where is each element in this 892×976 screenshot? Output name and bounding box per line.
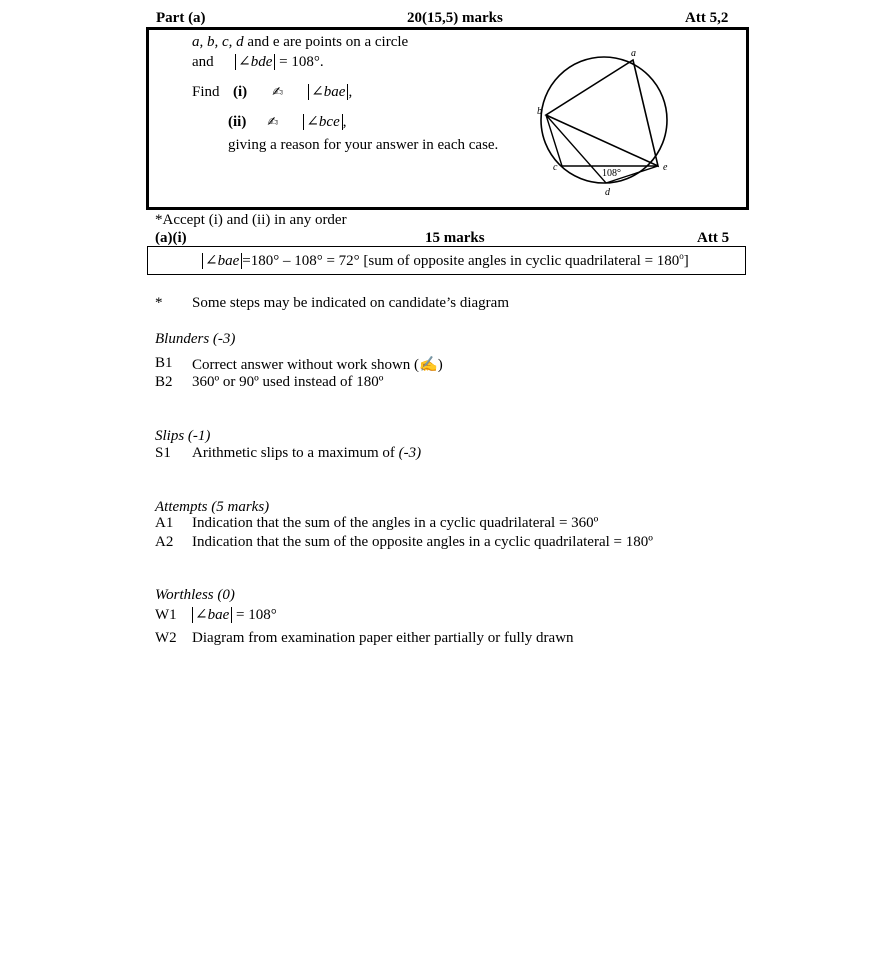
label-c: c (553, 162, 558, 173)
angle-bde: ∠bde (235, 54, 275, 70)
label-d: d (605, 187, 610, 198)
attempt-code: A1 (155, 515, 174, 531)
label-b: b (537, 106, 542, 117)
find-line-ii: (ii) ✍ ∠bce , (228, 114, 347, 130)
pen-icon: ✍ (272, 85, 284, 100)
blunders-heading: Blunders (-3) (155, 331, 236, 347)
accept-note: *Accept (i) and (ii) in any order (155, 212, 347, 228)
attempt-text: Indication that the sum of the opposite angles in a cyclic quadrilateral = 180º (192, 534, 653, 550)
label-a: a (631, 48, 636, 59)
answer-text: ∠bae =180° – 108° = 72° [sum of opposite angles in cyclic quadrilateral = $180^o$] (202, 251, 689, 270)
angle-bce: ∠bce (303, 114, 342, 130)
reason-instruction: giving a reason for your answer in each case. (228, 137, 499, 153)
blunder-text: 360º or 90º used instead of 180º (192, 374, 384, 390)
part-attempt-marks: Att 5,2 (685, 10, 729, 26)
find-line-i: Find (i) ✍ ∠bae , (192, 84, 353, 100)
blunder-code: B1 (155, 355, 173, 371)
worthless-code: W2 (155, 630, 177, 646)
worthless-text: Diagram from examination paper either partially or fully drawn (192, 630, 574, 646)
answer-box (147, 246, 746, 275)
angle-bae: ∠bae (308, 84, 348, 100)
cyclic-quadrilateral-diagram (536, 40, 676, 200)
angle-label: 108° (602, 168, 621, 179)
triangle-bae (546, 60, 658, 166)
question-line-2: and ∠bde = 108°. (192, 54, 324, 70)
question-line-1: a, b, c, d and e are points on a circle (192, 34, 409, 50)
part-marks: 20(15,5) marks (407, 10, 503, 26)
angle-bae: ∠bae (202, 253, 242, 269)
steps-note: Some steps may be indicated on candidate’s diagram (192, 295, 509, 311)
slip-code: S1 (155, 445, 171, 461)
circle (541, 57, 667, 183)
blunder-text: Correct answer without work shown (✍) (192, 357, 443, 373)
subpart-attempt-marks: Att 5 (697, 230, 730, 246)
attempts-heading: Attempts (5 marks) (155, 499, 270, 515)
slips-heading: Slips (-1) (155, 428, 211, 444)
angle-bae: ∠bae (192, 607, 232, 623)
worthless-text: ∠bae = 108° (192, 607, 277, 624)
part-label: Part (a) (156, 10, 206, 26)
label-e: e (663, 162, 668, 173)
worthless-heading: Worthless (0) (155, 587, 235, 603)
blunder-code: B2 (155, 374, 173, 390)
attempt-code: A2 (155, 534, 174, 550)
slip-text: Arithmetic slips to a maximum of (-3) (192, 445, 422, 461)
subpart-marks: 15 marks (425, 230, 485, 246)
question-box (146, 27, 749, 210)
pen-icon: ✍ (267, 115, 279, 130)
worthless-code: W1 (155, 607, 177, 623)
steps-note-star: * (155, 295, 163, 311)
subpart-label: (a)(i) (155, 230, 187, 246)
attempt-text: Indication that the sum of the angles in a cyclic quadrilateral = 360º (192, 515, 599, 531)
